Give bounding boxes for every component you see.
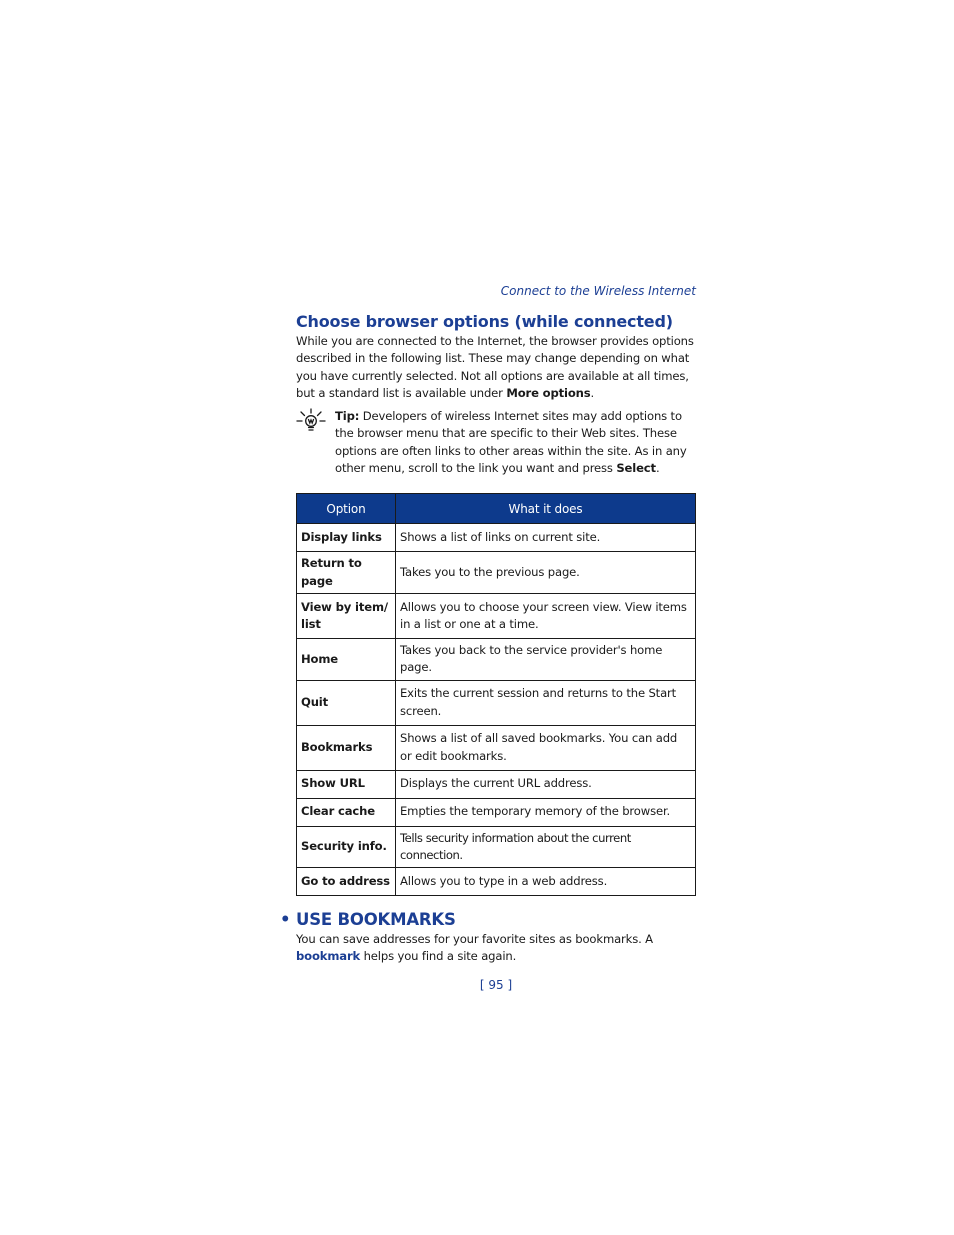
bookmarks-heading-text: USE BOOKMARKS [296,910,456,930]
table-row [297,798,696,826]
option-description: Takes you to the previous page. [396,552,696,594]
page-number: [ 95 ] [479,977,513,992]
option-description: Shows a list of all saved bookmarks. You can add or edit bookmarks. [396,725,696,770]
table-row [297,770,696,798]
option-description: Allows you to choose your screen view. View items in a list or one at a time. [396,593,696,638]
table-row [297,680,696,725]
option-description: Displays the current URL address. [396,770,696,798]
more-options-term: More options [506,385,591,400]
table-row [297,552,696,594]
intro-text: While you are connected to the Internet, the browser provides options described in the following list. These may change depending on what you have currently selected. Not all options are available at all times, but a standard list is available under [296,334,694,400]
section-heading: Choose browser options (while connected) [296,312,673,331]
table-row [297,524,696,552]
select-term: Select [616,461,656,476]
manual-page [280,282,696,992]
running-header: Connect to the Wireless Internet [500,284,696,298]
option-name: Display links [297,524,396,552]
table-row [297,638,696,680]
option-name: Return to page [297,552,396,594]
bullet-marker: • [280,910,291,930]
option-name: Home [297,638,396,680]
bookmark-term: bookmark [296,949,361,964]
option-description: Empties the temporary memory of the browser. [396,798,696,826]
option-description: Takes you back to the service provider's home page. [396,638,696,680]
bookmarks-heading [280,910,696,930]
option-name: Quit [297,680,396,725]
column-header-option: Option [297,494,396,524]
table-row [297,868,696,896]
table-row [297,593,696,638]
browser-options-table [296,493,696,896]
intro-paragraph: While you are connected to the Internet, the browser provides options described in the following list. These may change depending on what you have currently selected. Not all options are available at all times, but a standard list is available under More options. [296,334,694,400]
option-description: Allows you to type in a web address. [396,868,696,896]
option-name: Go to address [297,868,396,896]
option-description: Shows a list of links on current site. [396,524,696,552]
option-name: Bookmarks [297,725,396,770]
option-name: Show URL [297,770,396,798]
option-description: Exits the current session and returns to the Start screen. [396,680,696,725]
option-name: Clear cache [297,798,396,826]
table-row [297,826,696,868]
table-row [297,725,696,770]
option-description: Tells security information about the current connection. [396,826,696,868]
lightbulb-icon [296,408,335,477]
tip-block [296,408,696,477]
option-name: Security info. [297,826,396,868]
bookmarks-paragraph: You can save addresses for your favorite sites as bookmarks. A bookmark helps you find a site again. [296,932,653,964]
tip-label: Tip: [335,409,360,424]
column-header-description: What it does [396,494,696,524]
tip-text: Tip: Developers of wireless Internet sites may add options to the browser menu that are specific to their Web sites. These options are often links to other areas within the site. As in any other menu, scroll to the link you want and press Select. [335,409,687,476]
option-name: View by item/ list [297,593,396,638]
